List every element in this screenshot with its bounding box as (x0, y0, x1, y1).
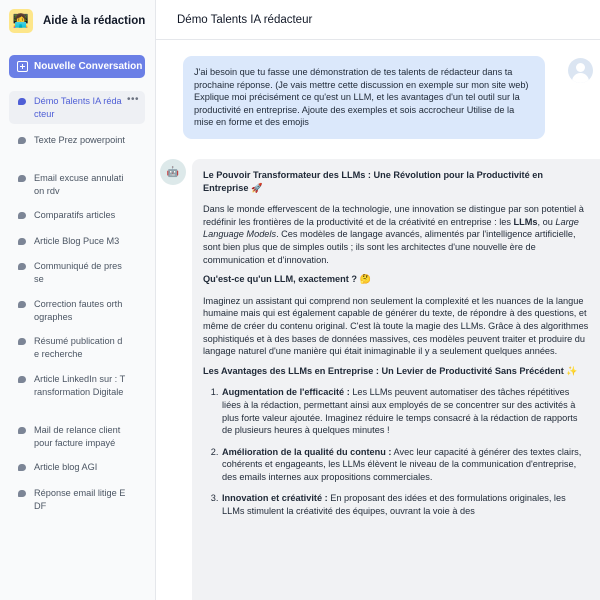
list-item: 3. Innovation et créativité : En proposant des idées et des formulations originales, les LLMs stimulent la créativité des équipes, ouvrant la voie à des (221, 492, 590, 517)
more-options-icon[interactable]: ••• (126, 94, 139, 105)
sidebar-item-label: Email excuse annulation rdv (34, 173, 124, 196)
sidebar-item-label: Démo Talents IA rédacteur (34, 96, 122, 119)
user-avatar-icon (568, 58, 593, 83)
conversation-title: Démo Talents IA rédacteur (177, 13, 313, 26)
advantages-list (221, 386, 590, 517)
assistant-title: Le Pouvoir Transformateur des LLMs : Une Révolution pour la Productivité en Entreprise 🚀 (203, 170, 543, 193)
user-message: J'ai besoin que tu fasse une démonstration de tes talents de rédacteur dans ta prochaine réponse. (Je vais mettre cette discussion en exemple sur mon site web) Explique moi précisément ce qu'est un LLM, et les avantages d'un tel outil sur la productivité en entreprise. Ajoute des exemples et sois accrocheur Utilise de la mise en forme et des emojis (183, 56, 545, 139)
sidebar-item-label: Article blog AGI (34, 462, 98, 472)
sidebar-item-label: Résumé publication de recherche (34, 336, 123, 359)
sidebar-item-agi[interactable] (9, 457, 145, 478)
sidebar-item-resume[interactable] (9, 331, 145, 364)
sidebar-item-label: Article Blog Puce M3 (34, 236, 120, 246)
sidebar-item-demo-talents[interactable] (9, 91, 145, 124)
sidebar-item-email-excuse[interactable] (9, 168, 145, 201)
section-title-what-is-llm: Qu'est-ce qu'un LLM, exactement ? 🤔 (203, 274, 371, 285)
chat-bubble-icon (18, 427, 26, 434)
sidebar-item-label: Correction fautes orthographes (34, 299, 123, 322)
assistant-message (192, 159, 600, 600)
chat-bubble-icon (18, 376, 26, 383)
sidebar-item-edf[interactable] (9, 483, 145, 516)
sidebar-item-label: Réponse email litige EDF (34, 488, 126, 511)
app-title: Aide à la rédaction (43, 15, 146, 27)
sidebar-item-label: Mail de relance client pour facture impayé (34, 425, 121, 448)
app-logo-icon: 👩‍💻 (9, 9, 33, 33)
chat-bubble-icon (18, 338, 26, 345)
chat-bubble-icon (18, 98, 26, 105)
chat-bubble-icon (18, 137, 26, 144)
sidebar-item-relance[interactable] (9, 420, 145, 453)
new-conversation-button[interactable] (9, 55, 145, 78)
chat-bubble-icon (18, 464, 26, 471)
sidebar-item-label: Communiqué de presse (34, 261, 122, 284)
assistant-avatar-icon: 🤖 (160, 159, 186, 185)
sidebar-item-label: Comparatifs articles (34, 210, 116, 220)
chat-bubble-icon (18, 301, 26, 308)
sidebar-item-comparatifs[interactable] (9, 205, 145, 226)
chat-bubble-icon (18, 490, 26, 497)
conversation-area[interactable] (156, 41, 600, 600)
chat-bubble-icon (18, 212, 26, 219)
chat-bubble-icon (18, 175, 26, 182)
chat-bubble-icon (18, 263, 26, 270)
brand (9, 8, 145, 34)
sidebar (0, 0, 156, 600)
list-item: 2. Amélioration de la qualité du contenu : Avec leur capacité à générer des textes clairs, cohérents et engageants, les LLMs élèvent le niveau de la communication d'entreprise, des emails internes aux propositions commerciales. (221, 446, 590, 484)
list-item: 1. Augmentation de l'efficacité : Les LLMs peuvent automatiser des tâches répétitives liées à la rédaction, permettant ainsi aux employés de se concentrer sur des activités à plus forte valeur ajoutée. Imaginez réduire le temps consacré à la rédaction de rapports de plusieurs heures à quelques minutes ! (221, 386, 590, 436)
sidebar-item-correction[interactable] (9, 294, 145, 327)
plus-square-icon (17, 61, 28, 72)
sidebar-item-texte-prez[interactable] (9, 130, 145, 151)
sidebar-item-communique[interactable] (9, 256, 145, 289)
new-conversation-label: Nouvelle Conversation (34, 61, 143, 72)
sidebar-item-label: Texte Prez powerpoint (34, 135, 125, 145)
sidebar-item-article-puce[interactable] (9, 231, 145, 252)
chat-bubble-icon (18, 238, 26, 245)
section-title-advantages: Les Avantages des LLMs en Entreprise : Un Levier de Productivité Sans Précédent ✨ (203, 365, 578, 376)
sidebar-item-label: Article LinkedIn sur : Transformation Digitale (34, 374, 126, 397)
assistant-intro: Dans le monde effervescent de la technologie, une innovation se distingue par son potentiel à redéfinir les frontières de la productivité et de la créativité en entreprise : les LLMs, ou Large Language Models. Ces modèles de langage avancés, alimentés par l'intelligence artificielle, sont bien plus que de simples outils ; ils sont les architectes d'une nouvelle ère de communication et d'innovation. (203, 204, 584, 265)
chat-header (156, 0, 600, 40)
sidebar-item-linkedin[interactable] (9, 369, 145, 402)
section-body-what-is-llm: Imaginez un assistant qui comprend non seulement la complexité et les nuances de la langue humaine mais qui est également capable de générer du texte, de répondre à des questions, et même de créer du contenu original. C'est là toute la magie des LLMs. Grâce à des algorithmes sophistiqués et à des bases de données massives, ces modèles peuvent traiter et produire du langage naturel d'une manière qui était inimaginable il y a seulement quelques années. (203, 295, 589, 357)
